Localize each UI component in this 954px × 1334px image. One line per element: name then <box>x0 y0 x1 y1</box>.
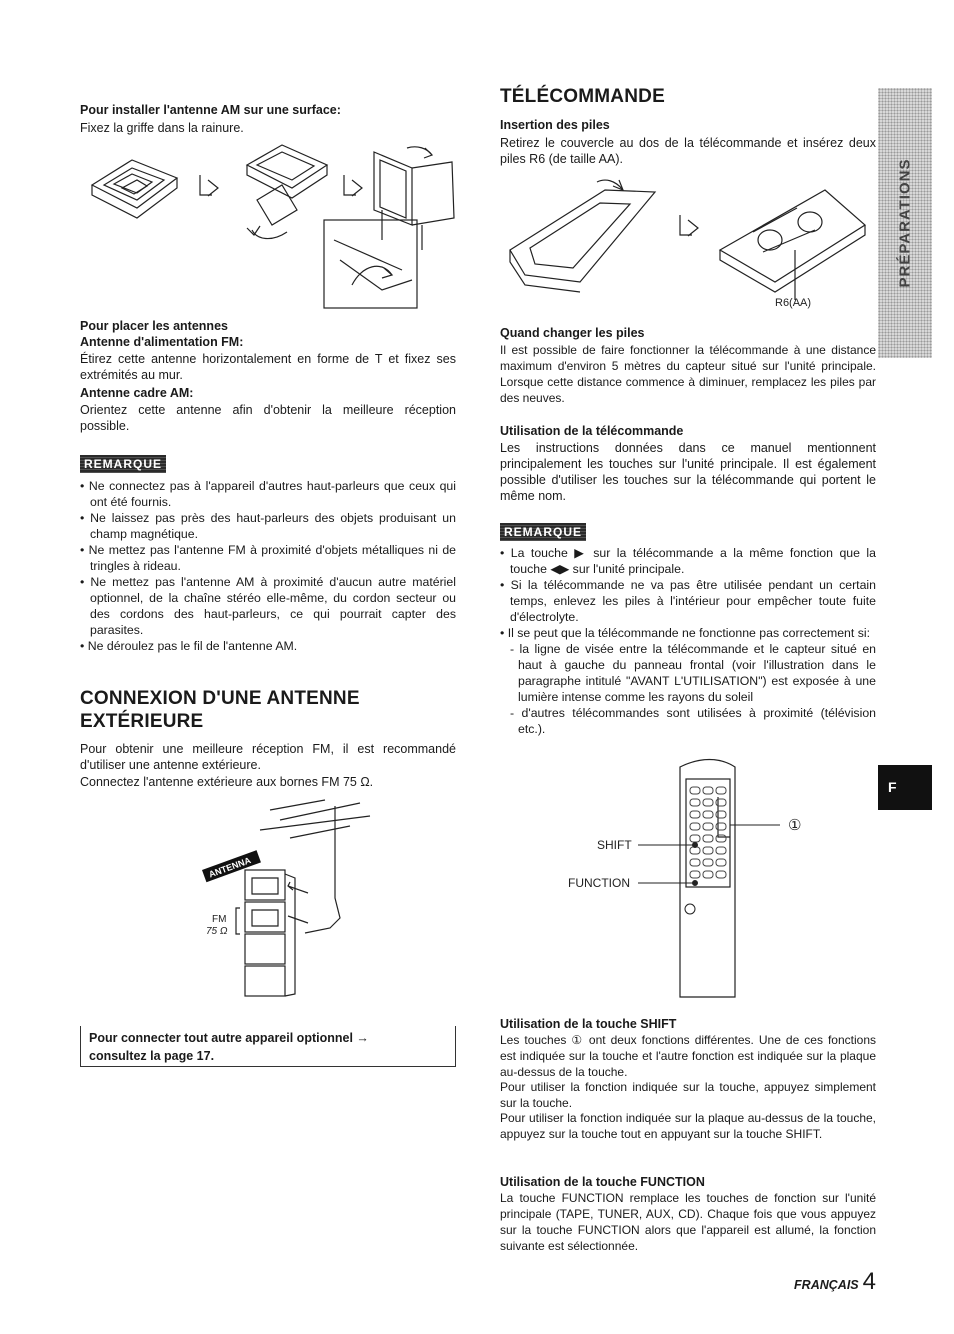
remote-button <box>716 871 726 878</box>
connexion-title-line2: EXTÉRIEURE <box>80 711 204 732</box>
remarque-badge: REMARQUE <box>80 455 166 473</box>
list-item: • Si la télécommande ne va pas être utilisée pendant un certain temps, enlevez les piles à l'intérieur pour empêcher toute fuite d'électrolyte. <box>500 578 876 624</box>
page-footer <box>794 1268 876 1296</box>
note-line-2: consultez la page 17. <box>89 1049 215 1063</box>
fm-antenna-text: Étirez cette antenne horizontalement en forme de T et fixez ses extrémités au mur. <box>80 352 456 382</box>
remote-button <box>703 799 713 806</box>
callout-1: ① <box>788 816 802 834</box>
list-item: • Ne mettez pas l'antenne FM à proximité d'objets métalliques ni de tringles à rideau. <box>80 543 456 573</box>
list-item: • Ne connectez pas à l'appareil d'autres haut-parleurs que ceux qui ont été fournis. <box>80 479 456 509</box>
telecommande-title: TÉLÉCOMMANDE <box>500 86 665 107</box>
remote-button <box>716 787 726 794</box>
optional-device-note <box>80 1026 456 1067</box>
remote-button <box>703 787 713 794</box>
remote-button <box>716 847 726 854</box>
remote-control-illustration <box>560 757 830 1007</box>
insertion-text: Retirez le couvercle au dos de la télécommande et insérez deux piles R6 (de taille AA). <box>500 136 876 166</box>
shift-title: Utilisation de la touche SHIFT <box>500 1017 677 1031</box>
outdoor-antenna-illustration <box>200 798 380 1008</box>
remote-button <box>690 823 700 830</box>
am-antenna-illustration <box>82 140 462 310</box>
remote-button <box>690 835 700 842</box>
connexion-title-line1: CONNEXION D'UNE ANTENNE <box>80 688 360 709</box>
list-item: • Ne mettez pas l'antenne AM à proximité d'aucun autre matériel optionnel, de la chaîne stéréo elle-même, du cordon secteur ou des cordons des haut-parleurs, ce qui pourrait capter des parasites. <box>80 575 456 637</box>
list-item: • Ne déroulez pas le fil de l'antenne AM. <box>80 639 298 653</box>
function-label: FUNCTION <box>568 876 630 890</box>
remote-button <box>716 859 726 866</box>
am-cadre-text: Orientez cette antenne afin d'obtenir la meilleure réception possible. <box>80 403 456 433</box>
remote-button <box>690 787 700 794</box>
function-text: La touche FUNCTION remplace les touches de fonction sur l'unité principale (TAPE, TUNER, AUX, CD). Chaque fois que vous appuyez sur la touche FUNCTION alors que l'appareil est allumé, la fonction suivante est sélectionnée. <box>500 1191 876 1253</box>
remote-button <box>690 871 700 878</box>
language-tab-label: F <box>888 779 897 795</box>
function-title: Utilisation de la touche FUNCTION <box>500 1175 705 1189</box>
list-item: - la ligne de visée entre la télécommande et le capteur situé en haut à gauche du panneau frontal (voir l'illustration dans le paragraphe intitulé "AVANT L'UTILISATION") est exposée à une lumière intense comme les rayons du soleil <box>510 642 876 704</box>
remote-button <box>703 871 713 878</box>
util-title: Utilisation de la télécommande <box>500 424 684 438</box>
remarque-list <box>500 545 876 737</box>
remote-button <box>703 811 713 818</box>
remarque-list <box>80 478 456 654</box>
battery-label: R6(AA) <box>775 297 812 309</box>
fm-ohm-label: 75 Ω <box>206 926 228 937</box>
section-side-tab <box>878 88 932 358</box>
shift-text-3: Pour utiliser la fonction indiquée sur la plaque au-dessus de la touche, appuyez sur la touche tout en appuyant sur la touche SHIFT. <box>500 1111 876 1141</box>
quand-title: Quand changer les piles <box>500 326 645 340</box>
fm-terminal-label: FM <box>212 914 227 925</box>
list-item: • Il se peut que la télécommande ne fonctionne pas correctement si: <box>500 626 871 640</box>
remarque-badge: REMARQUE <box>500 523 586 541</box>
insertion-title: Insertion des piles <box>500 118 610 132</box>
remote-button <box>690 811 700 818</box>
fm-antenna-title: Antenne d'alimentation FM: <box>80 335 244 349</box>
remote-button <box>690 799 700 806</box>
shift-text-1: Les touches ① ont deux fonctions différentes. Une de ces fonctions est indiquée sur la touche et l'autre fonction est indiquée sur la plaque au-dessus de la touche. <box>500 1033 876 1079</box>
list-item: • La touche ▶ sur la télécommande a la même fonction que la touche ◀▶ sur l'unité principale. <box>500 546 876 576</box>
footer-language: FRANÇAIS <box>794 1278 859 1292</box>
note-line-1: Pour connecter tout autre appareil optionnel → <box>89 1031 369 1045</box>
list-item: • Ne laissez pas près des haut-parleurs des objets produisant un champ magnétique. <box>80 511 456 541</box>
page-number: 4 <box>862 1268 876 1295</box>
am-surface-text: Fixez la griffe dans la rainure. <box>80 121 244 135</box>
antenna-label: ANTENNA <box>207 855 253 880</box>
util-text: Les instructions données dans ce manuel mentionnent principalement les touches sur l'unité principale. Il est également possible d'utiliser les touches sur la télécommande qui portent le même nom. <box>500 441 876 503</box>
remote-button <box>703 835 713 842</box>
connexion-text-2: Connectez l'antenne extérieure aux bornes FM 75 Ω. <box>80 775 374 789</box>
connexion-text-1: Pour obtenir une meilleure réception FM, il est recommandé d'utiliser une antenne extérieure. <box>80 742 456 772</box>
language-tab <box>878 765 932 810</box>
list-item: - d'autres télécommandes sont utilisées à proximité (télévision etc.). <box>510 706 876 736</box>
placer-title: Pour placer les antennes <box>80 319 228 333</box>
side-tab-label: PRÉPARATIONS <box>896 158 914 288</box>
remote-button <box>690 859 700 866</box>
quand-text: Il est possible de faire fonctionner la télécommande à une distance maximum d'environ 5 mètres du capteur situé sur l'unité principale. Lorsque cette distance commence à diminuer, remplacez les piles par des neuves. <box>500 343 876 405</box>
am-cadre-title: Antenne cadre AM: <box>80 386 194 400</box>
remote-button <box>703 859 713 866</box>
shift-label: SHIFT <box>597 838 632 852</box>
battery-illustration <box>505 170 875 310</box>
am-surface-title: Pour installer l'antenne AM sur une surface: <box>80 103 341 117</box>
remote-button <box>703 847 713 854</box>
shift-text-2: Pour utiliser la fonction indiquée sur la touche, appuyez simplement sur la touche. <box>500 1080 876 1110</box>
remote-button <box>690 847 700 854</box>
remote-button <box>703 823 713 830</box>
